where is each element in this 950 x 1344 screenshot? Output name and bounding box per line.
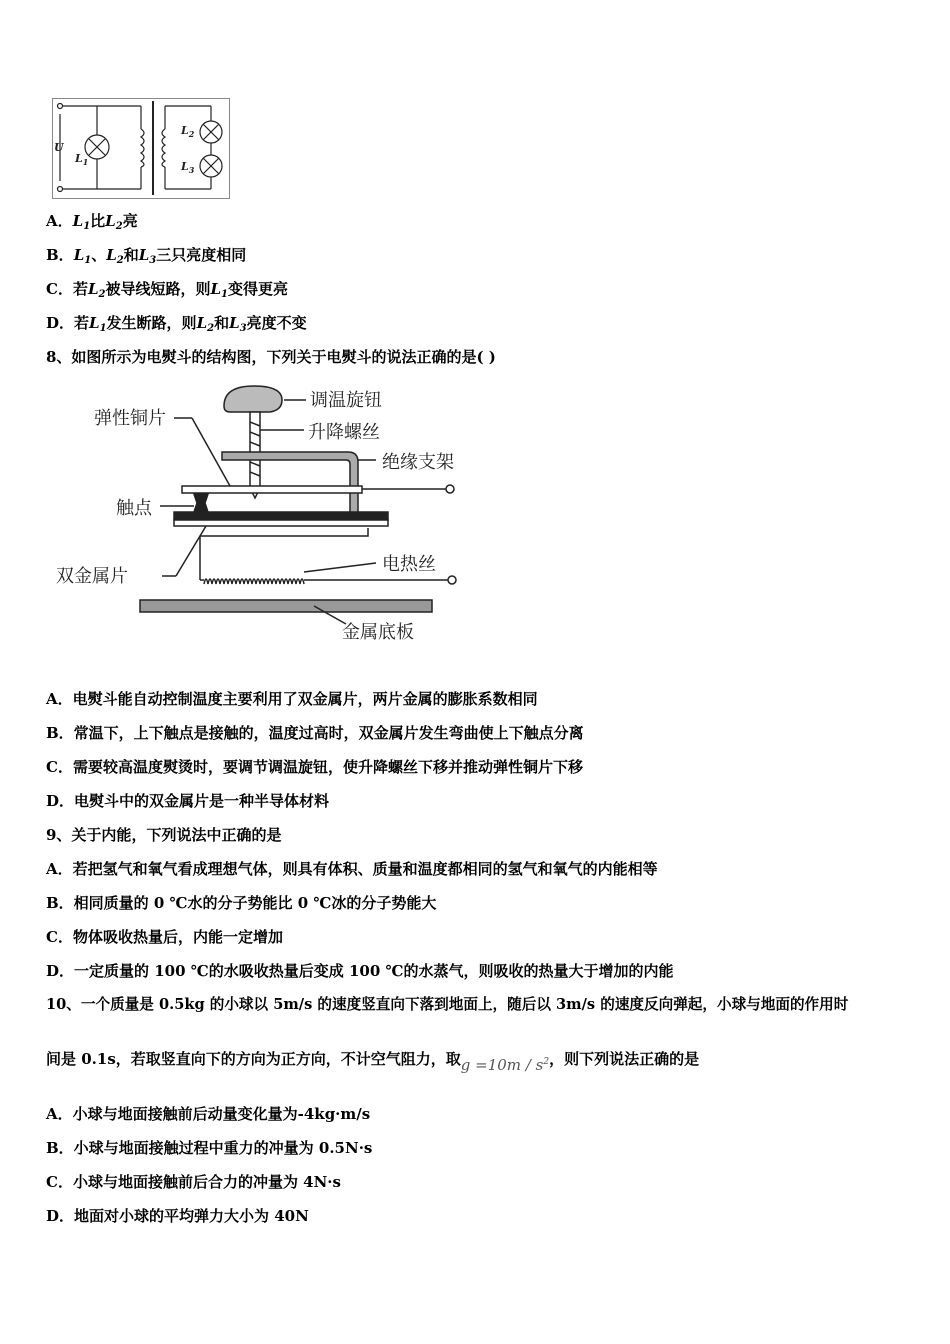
q8-option-a: A．电熨斗能自动控制温度主要利用了双金属片，两片金属的膨胀系数相同 [46, 690, 538, 708]
q9-option-b: B．相同质量的 0 ℃水的分子势能比 0 ℃冰的分子势能大 [46, 894, 437, 912]
label-bimetal: 双金属片 [56, 566, 128, 587]
q10-option-c: C．小球与地面接触前后合力的冲量为 4N·s [46, 1173, 341, 1191]
label-l1: $L_1$ [75, 152, 89, 167]
q8-stem: 8、如图所示为电熨斗的结构图，下列关于电熨斗的说法正确的是( ) [46, 348, 496, 366]
q9-stem: 9、关于内能，下列说法中正确的是 [46, 826, 282, 844]
q9-option-c: C．物体吸收热量后，内能一定增加 [46, 928, 283, 946]
electric-iron-figure [46, 378, 476, 650]
q7-option-d: D．若$L_1$发生断路，则$L_2$和$L_3$亮度不变 [46, 314, 307, 334]
q10-option-b: B．小球与地面接触过程中重力的冲量为 0.5N·s [46, 1139, 373, 1157]
label-l2: $L_2$ [181, 124, 195, 139]
q10-option-d: D．地面对小球的平均弹力大小为 40N [46, 1207, 309, 1225]
label-knob: 调温旋钮 [310, 390, 382, 411]
q7-option-a: A．$L_1$比$L_2$亮 [46, 212, 138, 232]
lamp-l3-icon [200, 155, 222, 177]
q8-option-b: B．常温下，上下触点是接触的，温度过高时，双金属片发生弯曲使上下触点分离 [46, 724, 584, 742]
q7-option-b: B．$L_1$、$L_2$和$L_3$三只亮度相同 [46, 246, 247, 266]
label-l3: $L_3$ [181, 160, 195, 175]
lamp-l1-icon [85, 135, 109, 159]
q9-option-d: D．一定质量的 100 ℃的水吸收热量后变成 100 ℃的水蒸气，则吸收的热量大于增加的内能 [46, 962, 674, 980]
q8-option-d: D．电熨斗中的双金属片是一种半导体材料 [46, 792, 330, 810]
label-base: 金属底板 [342, 622, 414, 643]
transformer-circuit-figure [52, 98, 230, 199]
label-contact: 触点 [116, 498, 152, 519]
q10-option-a: A．小球与地面接触前后动量变化量为-4kg·m/s [46, 1105, 371, 1123]
label-spring-plate: 弹性铜片 [94, 408, 166, 429]
q7-option-c: C．若$L_2$被导线短路，则$L_1$变得更亮 [46, 280, 289, 300]
q10-stem-line2: 间是 0.1s，若取竖直向下的方向为正方向，不计空气阻力，取$g =10m / s^2$，则下列说法正确的是 [46, 1050, 700, 1074]
gravity-formula: $g =10m / s^2$ [460, 1056, 550, 1074]
q8-option-c: C．需要较高温度熨烫时，要调节调温旋钮，使升降螺丝下移并推动弹性铜片下移 [46, 758, 583, 776]
lamp-l2-icon [200, 121, 222, 143]
label-u: U [54, 141, 64, 154]
q10-stem-line1: 10、一个质量是 0.5kg 的小球以 5m/s 的速度竖直向下落到地面上，随后以 3m/s 的速度反向弹起，小球与地面的作用时 [46, 996, 849, 1013]
label-support: 绝缘支架 [382, 452, 454, 473]
label-heater: 电热丝 [382, 554, 436, 575]
q9-option-a: A．若把氢气和氧气看成理想气体，则具有体积、质量和温度都相同的氢气和氧气的内能相等 [46, 860, 658, 878]
label-screw: 升降螺丝 [308, 422, 380, 443]
